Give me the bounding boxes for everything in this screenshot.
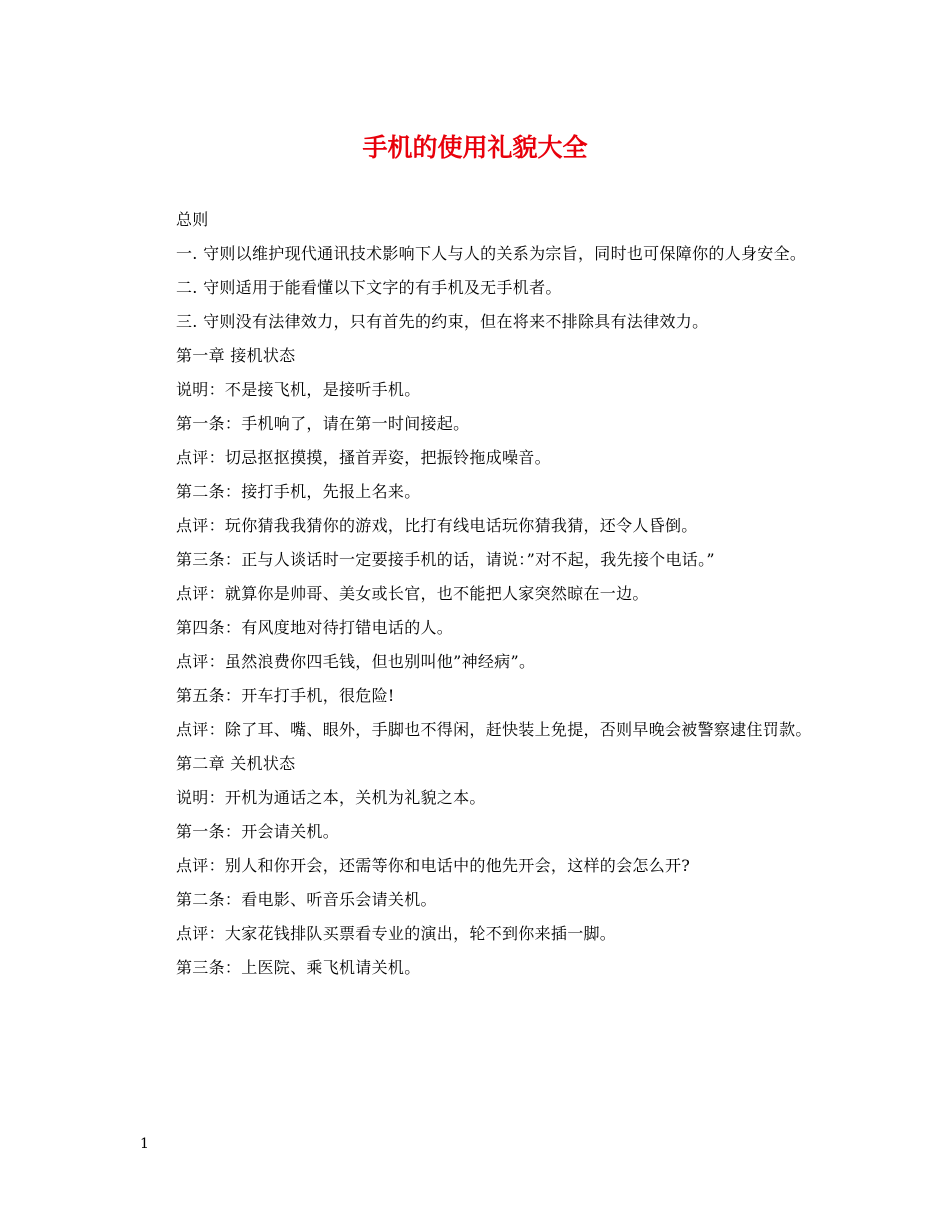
paragraph: 点评：别人和你开会，还需等你和电话中的他先开会，这样的会怎么开? <box>176 856 691 875</box>
paragraph: 一. 守则以维护现代通讯技术影响下人与人的关系为宗旨，同时也可保障你的人身安全。 <box>176 244 807 263</box>
paragraph: 第五条：开车打手机，很危险! <box>176 686 395 705</box>
paragraph: 总则 <box>176 210 209 229</box>
page-title: 手机的使用礼貌大全 <box>362 133 588 162</box>
document-body <box>140 203 812 985</box>
chapter-heading: 第一章 接机状态 <box>176 346 296 365</box>
paragraph: 第一条：开会请关机。 <box>176 822 340 841</box>
paragraph: 点评：大家花钱排队买票看专业的演出，轮不到你来插一脚。 <box>176 924 617 943</box>
chapter-heading: 第二章 关机状态 <box>176 754 296 773</box>
paragraph: 点评：除了耳、嘴、眼外，手脚也不得闲，赶快装上免提，否则早晚会被警察逮住罚款。 <box>176 720 812 739</box>
paragraph: 说明：不是接飞机，是接听手机。 <box>176 380 421 399</box>
paragraph: 第三条：正与人谈话时一定要接手机的话，请说：”对不起，我先接个电话。” <box>176 550 715 569</box>
paragraph: 点评：就算你是帅哥、美女或长官，也不能把人家突然晾在一边。 <box>176 584 649 603</box>
paragraph: 第二条：看电影、听音乐会请关机。 <box>176 890 437 909</box>
paragraph: 第三条：上医院、乘飞机请关机。 <box>176 958 421 977</box>
paragraph: 点评：切忌抠抠摸摸，搔首弄姿，把振铃拖成噪音。 <box>176 448 551 467</box>
paragraph: 第一条：手机响了，请在第一时间接起。 <box>176 414 470 433</box>
paragraph: 说明：开机为通话之本，关机为礼貌之本。 <box>176 788 486 807</box>
paragraph: 点评：虽然浪费你四毛钱，但也别叫他”神经病”。 <box>176 652 536 671</box>
paragraph: 第四条：有风度地对待打错电话的人。 <box>176 618 454 637</box>
paragraph: 第二条：接打手机，先报上名来。 <box>176 482 421 501</box>
page-number: 1 <box>140 1136 149 1152</box>
paragraph: 二. 守则适用于能看懂以下文字的有手机及无手机者。 <box>176 278 562 297</box>
paragraph: 三. 守则没有法律效力，只有首先的约束，但在将来不排除具有法律效力。 <box>176 312 709 331</box>
paragraph: 点评：玩你猜我我猜你的游戏，比打有线电话玩你猜我猜，还令人昏倒。 <box>176 516 698 535</box>
